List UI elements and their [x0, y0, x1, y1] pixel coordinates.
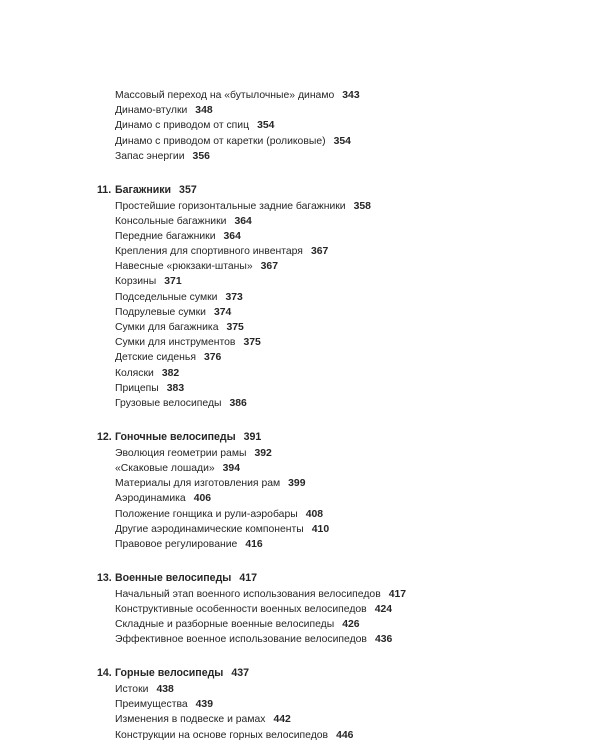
entry-page: 399 [288, 478, 306, 490]
entry-page: 424 [374, 603, 393, 615]
toc-entry [0, 214, 600, 229]
entry-title: Эффективное военное использование велосипедов [115, 634, 367, 646]
chapter-number: 12. [97, 431, 112, 444]
chapter-number: 14. [97, 667, 112, 680]
chapter-number: 11. [97, 183, 112, 196]
entry-page: 356 [192, 150, 210, 162]
entry-title: Передние багажники [115, 230, 216, 242]
entry-page: 446 [336, 729, 354, 741]
entry-title: «Скаковые лошади» [115, 462, 215, 474]
chapter-title: Военные велосипеды [115, 572, 232, 585]
toc-entry [0, 491, 600, 506]
entry-title: Крепления для спортивного инвентаря [115, 246, 303, 258]
entry-title: Изменения в подвеске и рамах [115, 714, 266, 726]
entry-title: Прицепы [115, 382, 159, 394]
chapter-page: 391 [243, 431, 262, 444]
entry-title: Материалы для изготовления рам [115, 478, 281, 490]
entry-page: 438 [156, 684, 174, 695]
entry-title: Эволюция геометрии рамы [115, 447, 247, 459]
toc-entry [0, 602, 600, 617]
entry-title: Детские сиденья [115, 352, 196, 364]
entry-page: 439 [195, 699, 213, 711]
entry-title: Подрулевые сумки [115, 306, 206, 318]
toc-entry [0, 712, 600, 727]
entry-page: 426 [342, 619, 360, 631]
entry-title: Истоки [115, 684, 149, 695]
chapter-title: Гоночные велосипеды [115, 431, 236, 444]
entry-title: Преимущества [115, 699, 188, 711]
toc-entry [0, 697, 600, 712]
toc-entry [0, 335, 600, 350]
entry-page: 408 [305, 508, 324, 520]
entry-page: 358 [353, 200, 371, 212]
entry-title: Динамо с приводом от спиц [115, 120, 250, 132]
toc-entry [0, 274, 600, 289]
entry-title: Простейшие горизонтальные задние багажники [115, 200, 346, 212]
toc-entry [0, 396, 600, 411]
entry-page: 373 [225, 291, 243, 303]
chapter-title: Багажники [115, 183, 172, 196]
entry-page: 348 [195, 105, 213, 117]
toc-entry [0, 199, 600, 214]
entry-title: Сумки для инструментов [115, 337, 236, 349]
chapter-page: 357 [179, 183, 197, 196]
toc-entry [0, 617, 600, 632]
toc-entry [0, 587, 600, 602]
entry-page: 364 [223, 230, 241, 242]
entry-page: 343 [342, 90, 360, 101]
toc-entry [0, 134, 600, 149]
chapter-number: 13. [97, 572, 112, 585]
chapter-heading [0, 430, 600, 446]
entry-page: 406 [193, 493, 212, 505]
entry-page: 417 [388, 588, 407, 600]
toc-entry [0, 632, 600, 647]
entry-page: 354 [333, 135, 351, 147]
toc-entry [0, 507, 600, 522]
entry-title: Грузовые велосипеды [115, 397, 222, 409]
entry-page: 371 [164, 276, 182, 288]
toc-entry [0, 476, 600, 491]
toc-entry [0, 522, 600, 537]
entry-title: Коляски [115, 367, 154, 379]
entry-page: 383 [166, 382, 185, 394]
entry-title: Подседельные сумки [115, 291, 218, 303]
toc-entry [0, 320, 600, 335]
entry-page: 375 [243, 337, 261, 349]
entry-page: 442 [273, 714, 291, 726]
toc-entry [0, 88, 600, 103]
toc-entry [0, 103, 600, 118]
toc-entry [0, 461, 600, 476]
toc-entry [0, 290, 600, 305]
chapter-heading [0, 183, 600, 199]
entry-title: Запас энергии [115, 150, 185, 162]
chapter-page: 437 [231, 667, 250, 680]
toc-entry [0, 446, 600, 461]
table-of-contents [0, 88, 600, 743]
toc-entry [0, 728, 600, 743]
chapter-page: 417 [239, 572, 258, 585]
chapter-title: Горные велосипеды [115, 667, 224, 680]
entry-page: 375 [226, 322, 244, 334]
entry-title: Корзины [115, 276, 157, 288]
entry-title: Сумки для багажника [115, 322, 219, 334]
entry-page: 410 [311, 523, 330, 535]
toc-entry [0, 537, 600, 552]
entry-title: Навесные «рюкзаки-штаны» [115, 261, 253, 273]
toc-entry [0, 149, 600, 164]
entry-page: 376 [203, 352, 222, 364]
entry-page: 382 [161, 367, 180, 379]
entry-title: Складные и разборные военные велосипеды [115, 619, 335, 631]
toc-entry [0, 118, 600, 133]
toc-entry [0, 381, 600, 396]
entry-page: 394 [222, 462, 240, 474]
entry-page: 386 [229, 397, 247, 409]
entry-page: 364 [234, 215, 252, 227]
entry-page: 416 [245, 538, 263, 550]
entry-title: Консольные багажники [115, 215, 227, 227]
chapter-heading [0, 571, 600, 587]
toc-entry [0, 682, 600, 697]
entry-title: Динамо-втулки [115, 105, 188, 117]
entry-page: 392 [254, 447, 272, 459]
entry-title: Правовое регулирование [115, 538, 238, 550]
entry-title: Динамо с приводом от каретки (роликовые) [115, 135, 326, 147]
entry-title: Аэродинамика [115, 493, 186, 505]
entry-title: Конструктивные особенности военных велосипедов [115, 603, 367, 615]
toc-entry [0, 229, 600, 244]
entry-page: 436 [374, 634, 393, 646]
intro-items [0, 88, 600, 164]
entry-title: Начальный этап военного использования велосипедов [115, 588, 381, 600]
toc-entry [0, 259, 600, 274]
entry-page: 374 [213, 306, 232, 318]
chapter-heading [0, 666, 600, 682]
entry-title: Другие аэродинамические компоненты [115, 523, 304, 535]
entry-page: 367 [310, 246, 329, 258]
toc-entry [0, 244, 600, 259]
entry-title: Положение гонщика и рули-аэробары [115, 508, 298, 520]
entry-page: 354 [257, 120, 275, 132]
entry-title: Массовый переход на «бутылочные» динамо [115, 90, 335, 101]
entry-title: Конструкции на основе горных велосипедов [115, 729, 329, 741]
entry-page: 367 [260, 261, 278, 273]
toc-entry [0, 305, 600, 320]
toc-entry [0, 350, 600, 365]
toc-entry [0, 366, 600, 381]
